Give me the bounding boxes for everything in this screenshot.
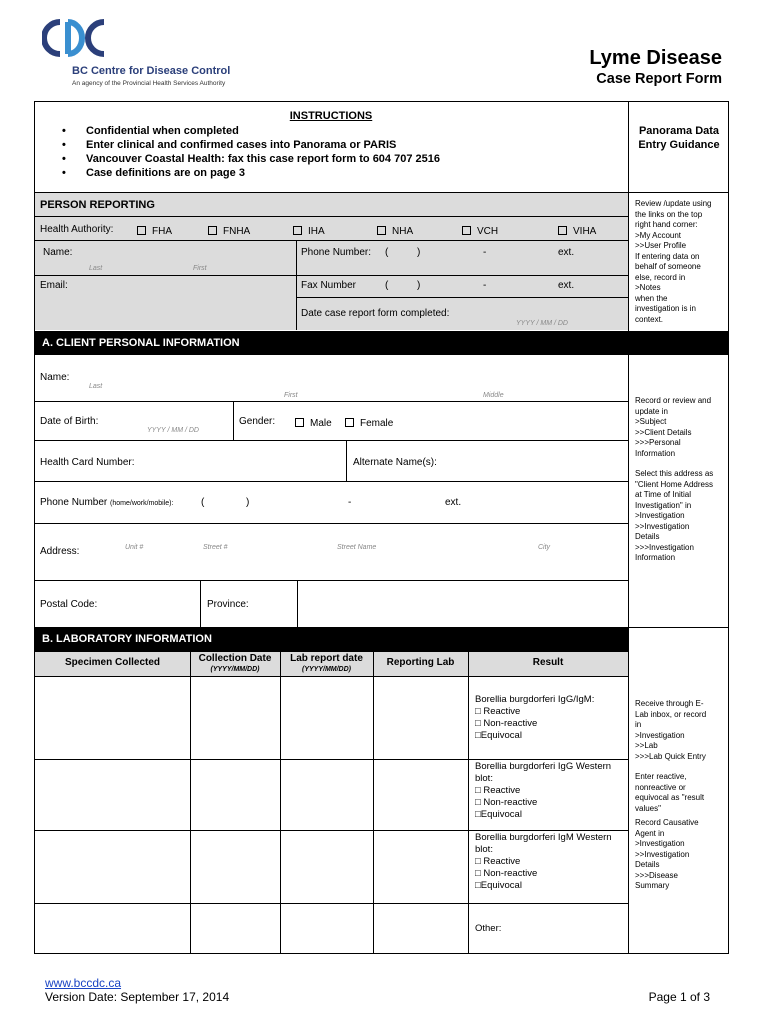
divider (190, 651, 191, 954)
person-guidance: Review /update using the links on the top right hand corner: >My Account >>User Profile If entering data on behalf of someone else, record in >Notes when the investigation is in context. (635, 199, 712, 324)
form-title: Lyme Disease (589, 47, 722, 69)
divider (468, 651, 469, 954)
divider (233, 402, 234, 440)
footer-url-link[interactable]: www.bccdc.ca (45, 976, 122, 990)
client-last-hint: Last (89, 383, 103, 390)
divider (35, 440, 628, 441)
instruction-item: • Case definitions are on page 3 (62, 166, 440, 180)
divider (35, 830, 628, 831)
divider (35, 523, 628, 524)
instructions-heading: INSTRUCTIONS (289, 110, 373, 122)
gender-label: Gender: (239, 416, 276, 427)
checkbox-male[interactable]: Male (295, 418, 332, 429)
street-num-hint: Street # (203, 544, 228, 551)
divider (280, 651, 281, 954)
checkbox-vch[interactable]: VCH (462, 226, 498, 237)
fax-paren-close: ) (417, 280, 421, 291)
org-subtitle: An agency of the Provincial Health Services Authority (72, 80, 226, 87)
health-authority-label: Health Authority: (40, 224, 114, 235)
instruction-item: • Enter clinical and confirmed cases into Panorama or PARIS (62, 138, 440, 152)
dob-hint: YYYY / MM / DD (147, 427, 199, 434)
form-subtitle: Case Report Form (596, 71, 722, 87)
col-collection-date: Collection Date (YYYY/MM/DD) (198, 653, 272, 673)
alternate-name-label: Alternate Name(s): (353, 457, 437, 468)
checkbox-fnha[interactable]: FNHA (208, 226, 250, 237)
divider (628, 627, 729, 628)
reporter-phone-label: Phone Number: (301, 247, 372, 258)
reporter-name-label: Name: (43, 247, 73, 258)
version-date: Version Date: September 17, 2014 (45, 990, 230, 1004)
panorama-heading: Panorama Data Entry Guidance (638, 125, 720, 151)
checkbox-iha[interactable]: IHA (293, 226, 325, 237)
divider (35, 903, 628, 904)
lab-guidance-1: Receive through E- Lab inbox, or record in >Investigation >>Lab >>>Lab Quick Entry (635, 699, 707, 761)
checkbox-female[interactable]: Female (345, 418, 393, 429)
instruction-item: • Confidential when completed (62, 124, 440, 138)
fax-dash: - (483, 280, 487, 291)
checkbox-fha[interactable]: FHA (137, 226, 172, 237)
fax-ext-label: ext. (558, 280, 575, 291)
client-first-hint: First (284, 392, 298, 399)
client-phone-label: Phone Number (home/work/mobile): (40, 497, 174, 508)
client-name-label: Name: (40, 372, 70, 383)
divider (200, 581, 201, 627)
lab-section-heading: B. LABORATORY INFORMATION (35, 627, 628, 651)
divider (296, 241, 297, 330)
divider (297, 581, 298, 627)
divider (35, 676, 628, 677)
health-card-label: Health Card Number: (40, 457, 135, 468)
col-lab-report-date: Lab report date (YYYY/MM/DD) (290, 653, 363, 673)
divider (35, 216, 628, 217)
phone-paren-open: ( (385, 247, 389, 258)
date-completed-label: Date case report form completed: (301, 308, 450, 319)
address-label: Address: (40, 546, 80, 557)
result-other-label: Other: (475, 923, 502, 934)
bccdc-logo-icon (42, 18, 112, 58)
date-completed-hint: YYYY / MM / DD (516, 320, 568, 327)
instruction-item: • Vancouver Coastal Health: fax this case report form to 604 707 2516 (62, 152, 440, 166)
reporter-fax-label: Fax Number (301, 280, 357, 291)
col-specimen: Specimen Collected (64, 657, 161, 668)
divider (35, 275, 628, 276)
fax-paren-open: ( (385, 280, 389, 291)
client-phone-paren-close: ) (246, 497, 250, 508)
phone-dash: - (483, 247, 487, 258)
col-result: Result (532, 657, 564, 668)
divider (35, 759, 628, 760)
lab-guidance-2: Enter reactive, nonreactive or equivocal as "result values" (635, 772, 705, 813)
divider (373, 651, 374, 954)
phone-paren-close: ) (417, 247, 421, 258)
client-middle-hint: Middle (483, 392, 504, 399)
client-phone-paren-open: ( (201, 497, 205, 508)
divider (35, 481, 628, 482)
client-phone-dash: - (348, 497, 352, 508)
person-reporting-heading: PERSON REPORTING (40, 199, 155, 211)
postal-code-label: Postal Code: (40, 599, 98, 610)
checkbox-viha[interactable]: VIHA (558, 226, 596, 237)
client-section-heading: A. CLIENT PERSONAL INFORMATION (35, 331, 728, 355)
divider (35, 651, 628, 652)
client-phone-ext-label: ext. (445, 497, 462, 508)
dob-label: Date of Birth: (40, 416, 99, 427)
first-hint: First (193, 265, 207, 272)
reporter-email-label: Email: (40, 280, 68, 291)
instructions-list (62, 124, 440, 180)
divider (35, 240, 628, 241)
client-guidance-1: Record or review and update in >Subject >>Client Details >>>Personal Information (635, 396, 712, 458)
divider (35, 580, 628, 581)
divider (35, 401, 628, 402)
result-igg-igm: Borellia burgdorferi IgG/IgM: □ Reactive □ Non-reactive □Equivocal (475, 694, 595, 741)
result-igm-western-blot: Borellia burgdorferi IgM Western blot: □ Reactive □ Non-reactive □Equivocal (475, 832, 612, 891)
unit-hint: Unit # (125, 544, 144, 551)
page-number: Page 1 of 3 (648, 990, 710, 1004)
guidance-divider (628, 101, 629, 954)
col-reporting-lab: Reporting Lab (386, 657, 455, 668)
province-label: Province: (207, 599, 249, 610)
divider (297, 297, 628, 298)
client-guidance-2: Select this address as "Client Home Address at Time of Initial Investigation" in >Investigation >>Investigation Details >>>Investigation Information (635, 469, 714, 562)
lab-guidance-3: Record Causative Agent in >Investigation >>Investigation Details >>>Disease Summary (635, 818, 699, 890)
city-hint: City (538, 544, 551, 551)
street-name-hint: Street Name (337, 544, 377, 551)
divider (346, 441, 347, 481)
phone-ext-label: ext. (558, 247, 575, 258)
checkbox-nha[interactable]: NHA (377, 226, 413, 237)
org-name: BC Centre for Disease Control (72, 65, 231, 77)
result-igg-western-blot: Borellia burgdorferi IgG Western blot: □ Reactive □ Non-reactive □Equivocal (475, 761, 612, 820)
last-hint: Last (89, 265, 103, 272)
